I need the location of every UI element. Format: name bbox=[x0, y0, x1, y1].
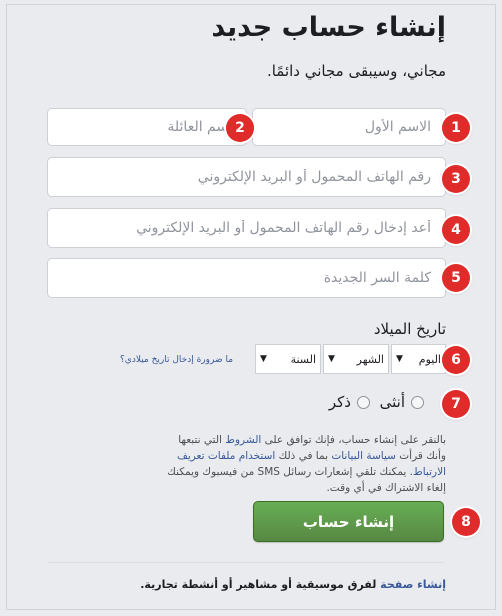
day-select-value: اليوم bbox=[418, 352, 441, 366]
birthday-day-select[interactable] bbox=[391, 344, 446, 374]
contact-confirm-field[interactable] bbox=[47, 208, 446, 248]
contact-confirm-input[interactable] bbox=[60, 219, 433, 237]
annotation-badge-5: 5 bbox=[442, 264, 470, 292]
create-page-text: لفرق موسيقية أو مشاهير أو أنشطة تجارية. bbox=[140, 578, 381, 591]
chevron-down-icon: ▼ bbox=[328, 354, 335, 364]
create-page-link[interactable]: إنشاء صفحة bbox=[380, 578, 446, 591]
birthday-label: تاريخ الميلاد bbox=[373, 320, 446, 338]
month-select-value: الشهر bbox=[356, 352, 384, 366]
data-policy-link[interactable]: سياسة البيانات bbox=[331, 450, 396, 462]
contact-field[interactable] bbox=[47, 157, 446, 197]
last-name-input[interactable] bbox=[60, 118, 234, 136]
annotation-badge-2: 2 bbox=[226, 114, 254, 142]
page-subtitle: مجاني، وسيبقى مجاني دائمًا. bbox=[266, 62, 446, 80]
terms-part-2: التي نتبعها وأنك قرأت bbox=[178, 434, 446, 462]
first-name-field[interactable] bbox=[252, 108, 446, 146]
terms-part-3: بما في ذلك bbox=[275, 450, 332, 462]
first-name-input[interactable] bbox=[265, 118, 433, 136]
terms-text bbox=[156, 432, 446, 496]
create-page-footer bbox=[140, 578, 446, 591]
gender-male-option[interactable] bbox=[329, 393, 370, 411]
gender-female-option[interactable] bbox=[380, 393, 424, 411]
terms-part-4: . يمكنك تلقي إشعارات رسائل SMS من فيسبوك ويمكنك إلغاء الاشتراك في أي وقت. bbox=[167, 466, 446, 494]
annotation-badge-7: 7 bbox=[442, 390, 470, 418]
last-name-field[interactable] bbox=[47, 108, 247, 146]
female-radio[interactable] bbox=[411, 396, 424, 409]
male-radio[interactable] bbox=[357, 396, 370, 409]
terms-part-1: بالنقر على إنشاء حساب، فإنك توافق على bbox=[261, 434, 446, 446]
annotation-badge-4: 4 bbox=[442, 216, 470, 244]
cookie-policy-link[interactable]: استخدام ملفات تعريف الارتباط bbox=[176, 450, 446, 478]
annotation-badge-1: 1 bbox=[442, 114, 470, 142]
page-title: إنشاء حساب جديد bbox=[211, 12, 446, 43]
divider bbox=[48, 562, 444, 563]
annotation-badge-6: 6 bbox=[442, 346, 470, 374]
chevron-down-icon: ▼ bbox=[260, 354, 267, 364]
create-account-button[interactable] bbox=[253, 501, 444, 542]
annotation-badge-8: 8 bbox=[452, 508, 480, 536]
birthday-year-select[interactable] bbox=[255, 344, 321, 374]
year-select-value: السنة bbox=[290, 352, 316, 366]
terms-link[interactable]: الشروط bbox=[225, 434, 262, 446]
annotation-badge-3: 3 bbox=[442, 165, 470, 193]
password-field[interactable] bbox=[47, 258, 446, 298]
male-label: ذكر bbox=[328, 393, 351, 411]
contact-input[interactable] bbox=[60, 168, 433, 186]
female-label: أنثى bbox=[379, 393, 405, 411]
birthday-why-link[interactable]: ما ضرورة إدخال تاريخ ميلادي؟ bbox=[120, 355, 234, 365]
create-account-label: إنشاء حساب bbox=[302, 512, 395, 531]
birthday-month-select[interactable] bbox=[323, 344, 389, 374]
password-input[interactable] bbox=[60, 269, 433, 287]
chevron-down-icon: ▼ bbox=[396, 354, 403, 364]
